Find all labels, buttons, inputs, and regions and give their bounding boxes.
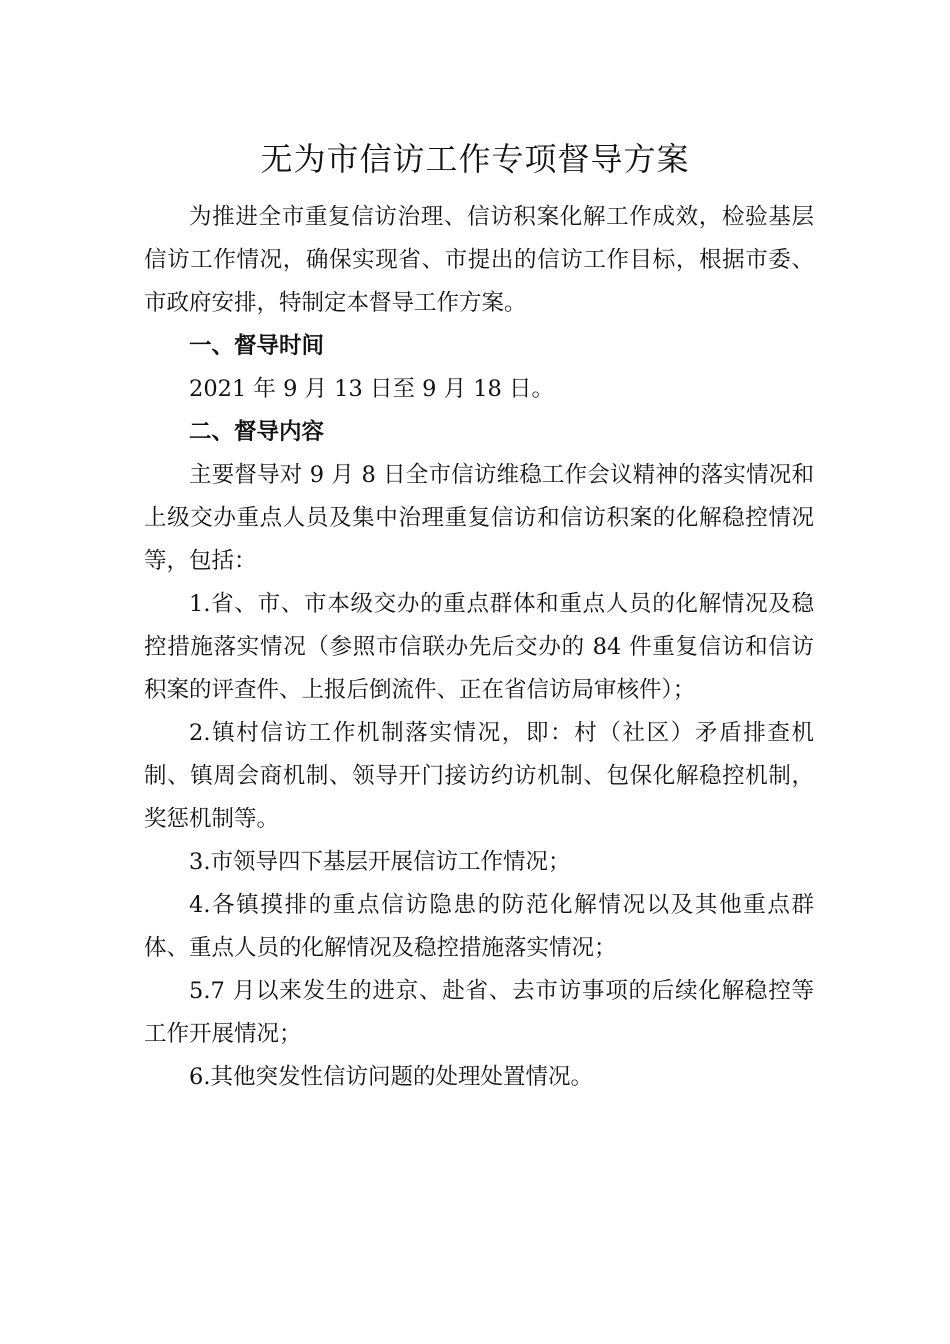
content-item-3: 3.市领导四下基层开展信访工作情况；	[189, 849, 571, 875]
document-body	[144, 196, 814, 1099]
time-paragraph: 2021 年 9 月 13 日至 9 月 18 日。	[189, 376, 555, 402]
content-item-5: 5.7 月以来发生的进京、赴省、去市访事项的后续化解稳控等工作开展情况；	[144, 978, 814, 1047]
document-title: 无为市信访工作专项督导方案	[260, 140, 690, 179]
section-heading-content: 二、督导内容	[189, 419, 325, 445]
content-intro-paragraph: 主要督导对 9 月 8 日全市信访维稳工作会议精神的落实情况和上级交办重点人员及集中治理重复信访和信访积案的化解稳控情况等，包括：	[144, 462, 814, 574]
section-heading-time: 一、督导时间	[189, 333, 325, 359]
content-item-6: 6.其他突发性信访问题的处理处置情况。	[189, 1064, 593, 1090]
content-item-4: 4.各镇摸排的重点信访隐患的防范化解情况以及其他重点群体、重点人员的化解情况及稳控措施落实情况；	[144, 892, 814, 961]
content-item-2: 2.镇村信访工作机制落实情况，即：村（社区）矛盾排查机制、镇周会商机制、领导开门接访约访机制、包保化解稳控机制，奖惩机制等。	[144, 720, 814, 832]
content-item-1: 1.省、市、市本级交办的重点群体和重点人员的化解情况及稳控措施落实情况（参照市信联办先后交办的 84 件重复信访和信访积案的评查件、上报后倒流件、正在省信访局审核件）；	[144, 591, 814, 703]
intro-paragraph: 为推进全市重复信访治理、信访积案化解工作成效，检验基层信访工作情况，确保实现省、市提出的信访工作目标，根据市委、市政府安排，特制定本督导工作方案。	[144, 204, 814, 316]
